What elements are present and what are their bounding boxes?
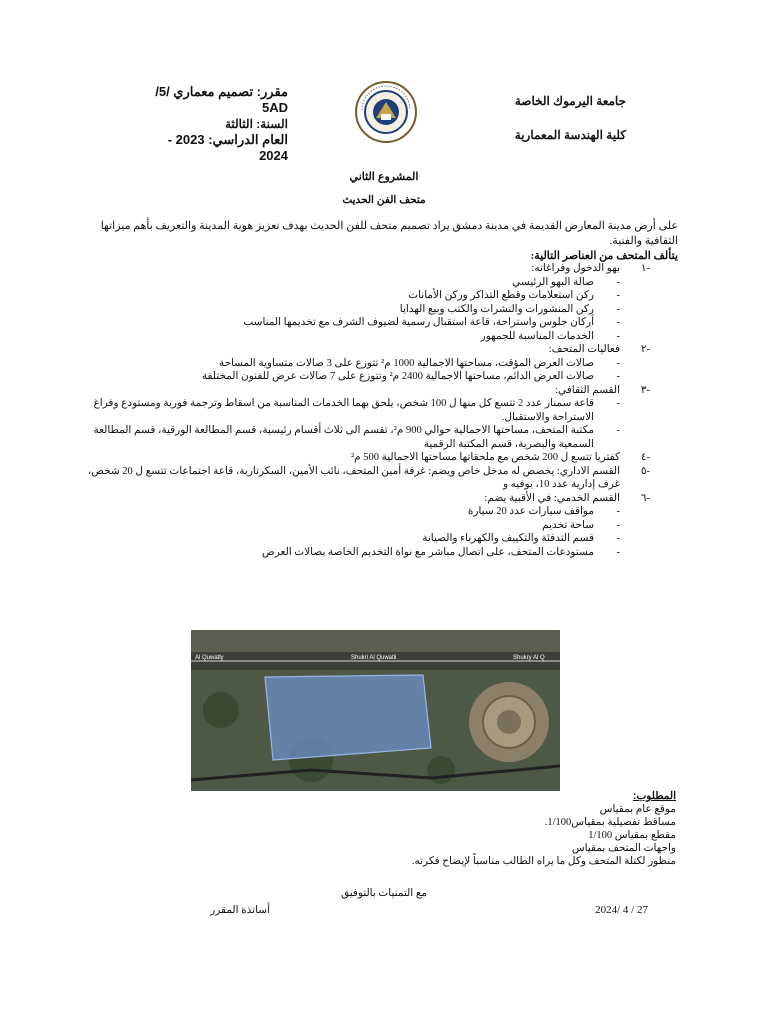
bullet-dash: -	[616, 519, 620, 531]
section-number: -٥	[640, 465, 650, 477]
list-item	[70, 505, 650, 519]
section-heading	[70, 465, 650, 492]
project-title: المشروع الثاني	[349, 171, 419, 183]
bullet-dash: -	[616, 276, 620, 288]
faculty-name: كلية الهندسة المعمارية	[514, 128, 626, 142]
list-item	[70, 303, 650, 317]
list-item	[70, 519, 650, 533]
section-title: القسم الثقافي:	[555, 384, 620, 396]
section-title: فعاليات المتحف:	[548, 344, 620, 355]
map-label: Shukri Al Quwatli	[351, 655, 397, 661]
bullet-dash: -	[616, 425, 620, 436]
list-item	[70, 330, 650, 344]
section-heading	[70, 492, 650, 506]
university-name: جامعة اليرموك الخاصة	[514, 94, 626, 108]
section-number: -٦	[640, 492, 650, 504]
requirements-title: المطلوب:	[632, 790, 676, 802]
intro-paragraph	[88, 219, 678, 264]
bullet-dash: -	[616, 371, 620, 382]
list-item-text: ساحة تخديم	[542, 519, 594, 531]
bullet-dash: -	[616, 398, 620, 409]
program-sections	[70, 262, 650, 559]
map-label: Al Quwatly	[195, 655, 224, 661]
list-item	[70, 276, 650, 290]
section-heading	[70, 262, 650, 276]
list-item	[70, 397, 650, 424]
list-item	[70, 532, 650, 546]
list-item-text: صالات العرض الدائم، مساحتها الاجمالية 2400 م² وتتوزع على 7 صالات عرض للفنون المختلفة	[201, 371, 594, 382]
list-item-text: قسم التدفئة والتكييف والكهرباء والصيانة	[422, 533, 594, 544]
list-item	[70, 289, 650, 303]
list-item	[70, 424, 650, 451]
bullet-dash: -	[616, 506, 620, 517]
intro-line: على أرض مدينة المعارض القديمة في مدينة دمشق يراد تصميم متحف للفن الحديث بهدف تعزيز هوية المدينة والتعريف بأهم ميزاتها الثقافية والفنية.	[100, 220, 678, 247]
list-item-text: ركن استعلامات وقطع التذاكر وركن الأمانات	[408, 290, 594, 301]
list-item-text: الخدمات المناسبة للجمهور	[480, 330, 594, 342]
project-subtitle: متحف الفن الحديث	[342, 194, 426, 206]
list-item	[70, 370, 650, 384]
bullet-dash: -	[616, 330, 620, 342]
map-label: Shukry Al Q	[513, 655, 545, 661]
section-number: -٣	[640, 384, 650, 396]
section-number: -٤	[640, 452, 650, 463]
list-item	[70, 357, 650, 371]
list-item-text: مواقف سيارات عدد 20 سيارة	[467, 506, 594, 517]
section-title: القسم الخدمي: في الأقبية يضم:	[484, 492, 620, 504]
year-level: السنة: الثالثة	[224, 117, 288, 131]
institution-block	[456, 84, 626, 152]
bullet-dash: -	[616, 533, 620, 544]
section-number: -٢	[640, 344, 650, 355]
requirement-item: واجهات المتحف بمقياس	[571, 843, 676, 854]
requirement-item: مساقط تفصيلية بمقياس1/100.	[544, 817, 676, 828]
requirement-item: منظور لكتلة المتحف وكل ما يراه الطالب مناسباً لإيضاح فكرته.	[411, 856, 676, 867]
list-item-text: مكتبة المتحف، مساحتها الاجمالية حوالي 900 م²، تقسم الى ثلاث أقسام رئيسية، قسم المطالعة الورقية، قسم المطالعة السمعية والبصرية، قسم المكتبة الرقمية	[93, 425, 594, 450]
section-heading	[70, 451, 650, 465]
list-item-text: صالة البهو الرئيسي	[512, 276, 594, 288]
requirements-list	[276, 803, 676, 868]
intro-line: يتألف المتحف من العناصر التالية:	[530, 250, 678, 262]
site-satellite-map	[191, 630, 560, 791]
professors-signature: أساتذة المقرر	[210, 905, 270, 916]
bullet-dash: -	[616, 546, 620, 558]
list-item-text: ركن المنشورات والنشرات والكتب وبيع الهدايا	[399, 303, 594, 315]
document-date: 2024/ 4 / 27	[595, 904, 648, 916]
university-logo	[354, 80, 418, 144]
section-heading	[70, 384, 650, 398]
wishes-line: مع التمنيات بالتوفيق	[340, 888, 428, 899]
section-heading	[70, 343, 650, 357]
section-title: القسم الاداري: يخصص له مدخل خاص ويضم: غرفة أمين المتحف، نائب الأمين، السكرتارية، قاعة اجتماعات تتسع ل 20 شخص، غرف إدارية عدد 10، بوفيه و	[87, 465, 620, 490]
section-title: بهو الدخول وفراغاته:	[531, 263, 620, 274]
requirement-item: مقطع بمقياس 1/100	[588, 830, 676, 841]
course-block	[138, 84, 288, 164]
list-item-text: صالات العرض المؤقت، مساحتها الاجمالية 1000 م² تتوزع على 3 صالات متساوية المساحة	[218, 357, 594, 369]
section-number: -١	[640, 263, 650, 274]
requirements-block	[276, 790, 676, 868]
list-item	[70, 316, 650, 330]
list-item-text: قاعة سمنار عدد 2 تتسع كل منها ل 100 شخص، يلحق بهما الخدمات المناسبة من اسقاط وترجمة فورية ومستودع وفراغ الاستراحة والاستقبال.	[93, 398, 594, 423]
requirement-item: موقع عام بمقياس	[599, 804, 676, 815]
bullet-dash: -	[616, 303, 620, 315]
section-title: كفتريا تتسع ل 200 شخص مع ملحقاتها مساحتها الاجمالية 500 م²	[350, 452, 620, 463]
academic-year: العام الدراسي: 2023 - 2024	[167, 132, 288, 163]
list-item	[70, 546, 650, 560]
course-name: مقرر: تصميم معماري /5/ 5AD	[155, 84, 288, 115]
list-item-text: مستودعات المتحف، على اتصال مباشر مع نواة التخديم الخاصة بصالات العرض	[262, 546, 594, 558]
bullet-dash: -	[616, 290, 620, 301]
bullet-dash: -	[616, 317, 620, 328]
bullet-dash: -	[616, 357, 620, 369]
list-item-text: أركان جلوس واستراحة، قاعة استقبال رسمية لضيوف الشرف مع تخديمها المناسب	[243, 317, 594, 328]
